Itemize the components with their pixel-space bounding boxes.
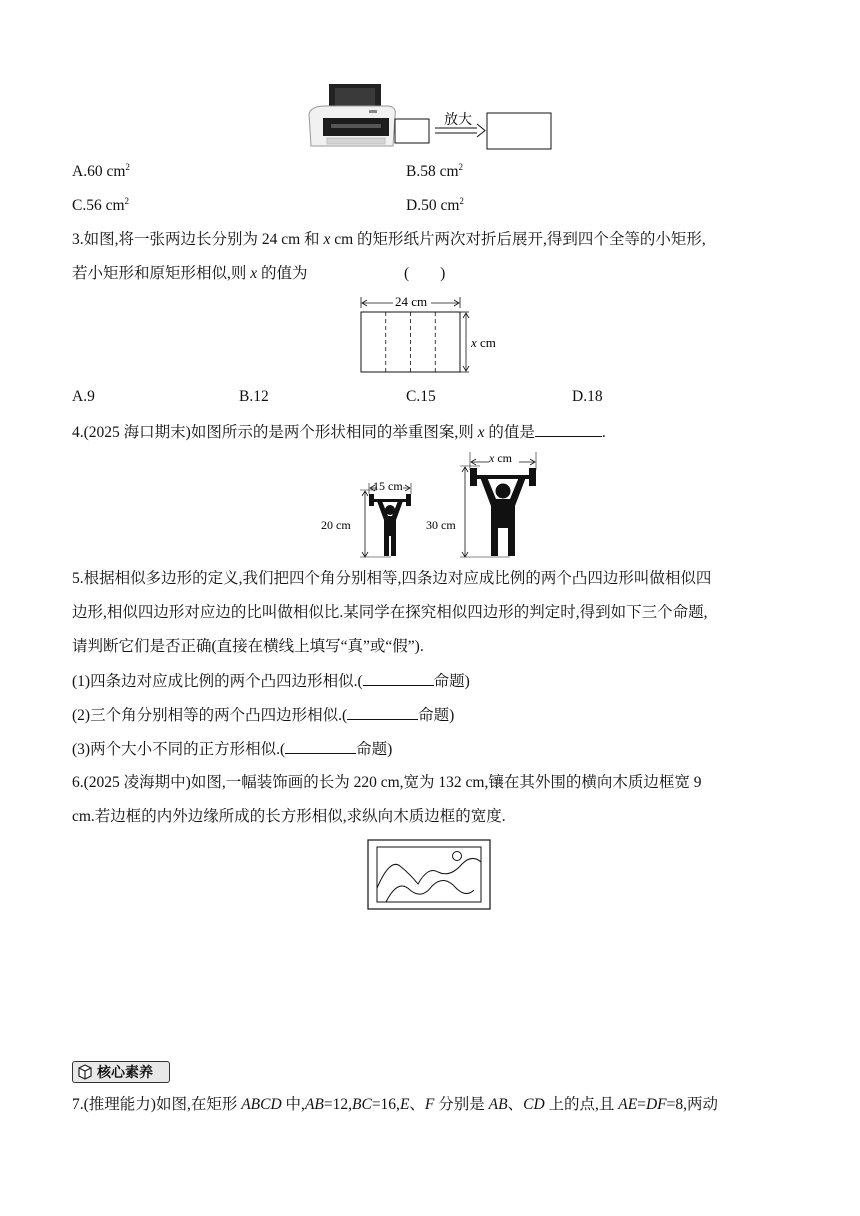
section-badge (72, 1061, 170, 1083)
svg-text:15 cm: 15 cm (373, 479, 403, 493)
q3-option-c[interactable]: C.15 (406, 388, 436, 405)
q3-option-d[interactable]: D.18 (572, 388, 603, 405)
outer-frame (368, 840, 490, 909)
cube-icon (77, 1064, 93, 1080)
small-weightlifter (321, 479, 411, 557)
width-label: 24 cm (395, 294, 428, 309)
q3-answer-paren: ( ) (404, 265, 446, 282)
q2-option-c[interactable]: C.56 $cm^2$ (72, 196, 130, 214)
section-title: 核心素养 (97, 1065, 153, 1081)
q3-option-a[interactable]: A.9 (72, 388, 95, 405)
q4-question: 4.(2025 海口期末)如图所示的是两个形状相同的举重图案,则 x 的值是 . (72, 424, 606, 441)
q3-option-b[interactable]: B.12 (239, 388, 269, 405)
q5-item-1: (1)四条边对应成比例的两个凸四边形相似.( 命题) (72, 673, 470, 690)
printer-icon (309, 84, 395, 146)
large-weightlifter (426, 451, 536, 557)
svg-text:x cm: x cm (489, 451, 512, 465)
q5-text-line1: 5.根据相似多边形的定义,我们把四个角分别相等,四条边对应成比例的两个凸四边形叫做相似四 (72, 570, 712, 587)
q2-option-a[interactable]: A.60 $cm^2$ (72, 162, 130, 180)
printer-enlarge-figure (305, 84, 555, 154)
q5-blank-1[interactable] (363, 671, 434, 686)
svg-text:30 cm: 30 cm (426, 518, 456, 532)
q3-question-line1: 3.如图,将一张两边长分别为 24 cm 和 x cm 的矩形纸片两次对折后展开,得到四个全等的小矩形, (72, 231, 706, 248)
q5-text-line2: 边形,相似四边形对应边的比叫做相似比.某同学在探究相似四边形的判定时,得到如下三个命题, (72, 604, 708, 621)
q5-blank-2[interactable] (347, 705, 418, 720)
enlarge-label: 放大 (444, 112, 472, 128)
q6-text-line2: cm.若边框的内外边缘所成的长方形相似,求纵向木质边框的宽度. (72, 808, 506, 825)
mountain-back (377, 858, 481, 888)
q2-option-d[interactable]: D.50 $cm^2$ (406, 196, 464, 214)
q2-option-b[interactable]: B.58 $cm^2$ (406, 162, 464, 180)
large-rectangle (487, 113, 551, 149)
q4-answer-blank[interactable] (535, 422, 602, 437)
sun (453, 852, 462, 861)
q5-item-3: (3)两个大小不同的正方形相似.( 命题) (72, 741, 393, 758)
mountain-front (386, 880, 474, 902)
q6-text-line1: 6.(2025 凌海期中)如图,一幅装饰画的长为 220 cm,宽为 132 cm,镶在其外围的横向木质边框宽 9 (72, 774, 702, 791)
framed-painting-figure (366, 838, 492, 912)
q5-blank-3[interactable] (285, 739, 356, 754)
paper-fold-figure (355, 292, 505, 374)
q5-text-line3: 请判断它们是否正确(直接在横线上填写“真”或“假”). (72, 638, 424, 655)
small-rectangle (395, 119, 429, 143)
q5-item-2: (2)三个角分别相等的两个凸四边形相似.( 命题) (72, 707, 455, 724)
weightlifter-figure (315, 448, 545, 560)
height-label: x cm (471, 335, 496, 350)
svg-text:20 cm: 20 cm (321, 518, 351, 532)
q7-question: 7.(推理能力)如图,在矩形 ABCD 中,AB=12,BC=16,E、F 分别是 AB、CD 上的点,且 AE=DF=8,两动 (72, 1096, 719, 1113)
q3-question-line2: 若小矩形和原矩形相似,则 x 的值为 (72, 265, 308, 282)
